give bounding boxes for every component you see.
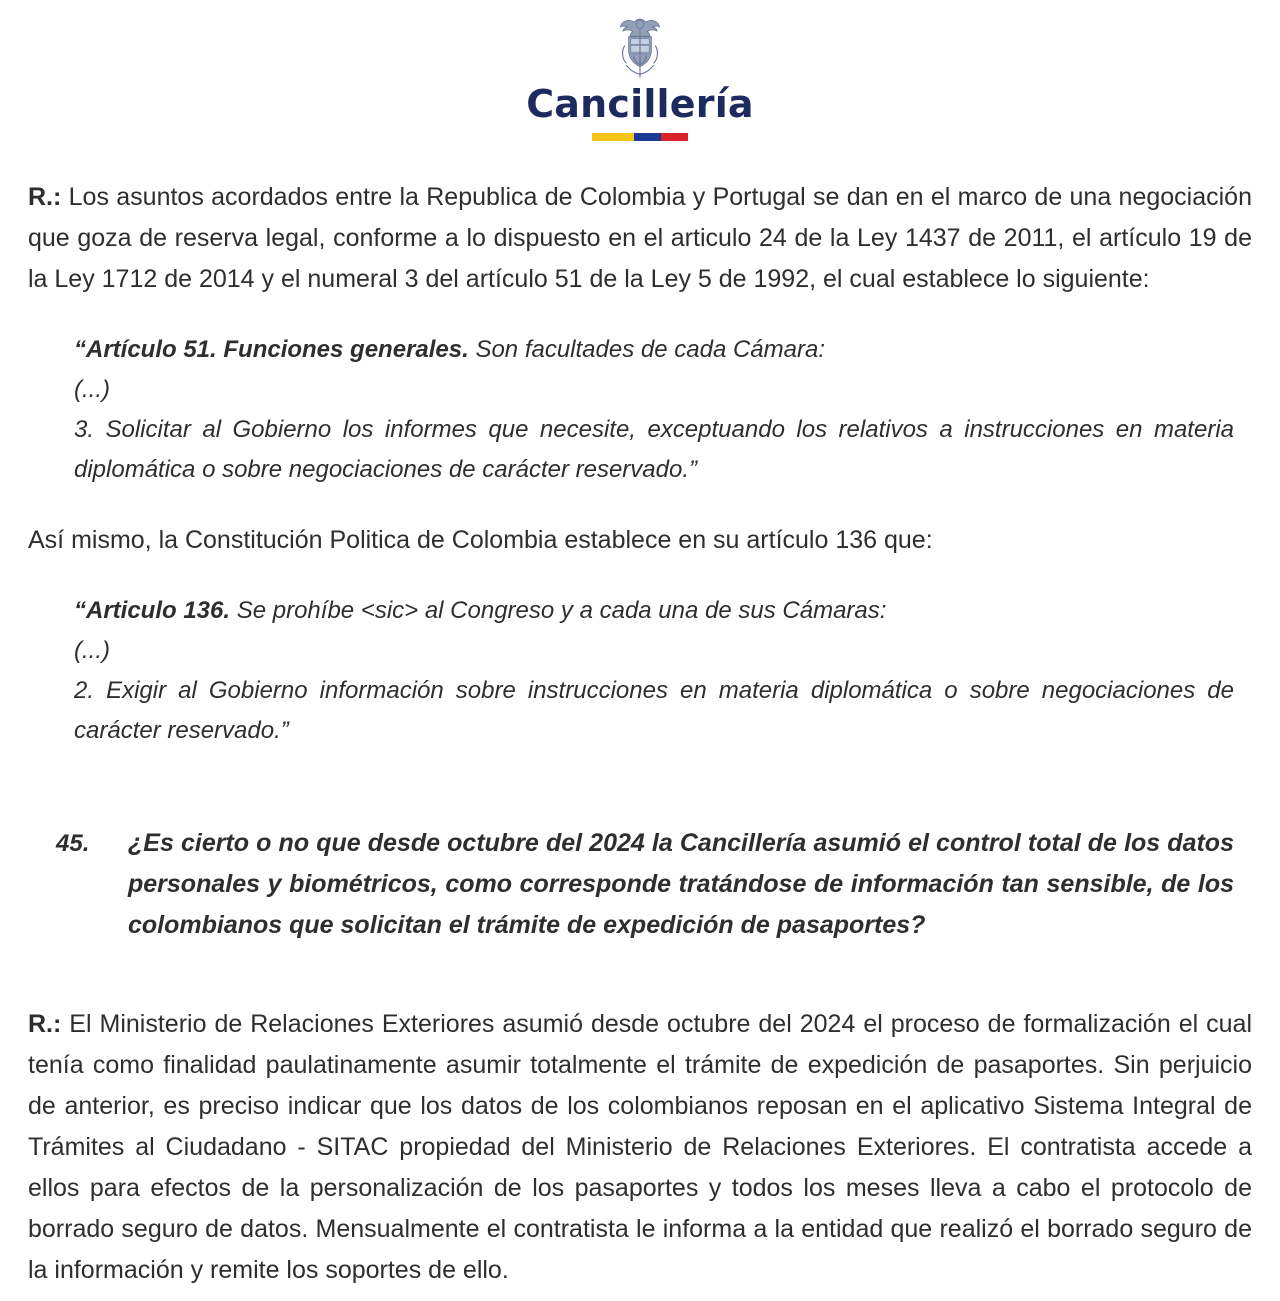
quote-136-heading-line — [74, 591, 1234, 631]
question-45-number: 45. — [56, 830, 90, 857]
quote-51-ellipsis: (...) — [74, 376, 110, 403]
spacer — [28, 946, 1252, 1004]
quote-136-ellipsis: (...) — [74, 637, 110, 664]
spacer — [28, 300, 1252, 330]
spacer — [28, 490, 1252, 520]
quote-articulo-136 — [74, 591, 1252, 751]
letterhead — [28, 0, 1252, 151]
quote-136-numeral-2: 2. Exigir al Gobierno información sobre instrucciones en materia diplomática o sobre negociaciones de carácter reservado.” — [74, 677, 1234, 744]
answer-45-label: R.: — [28, 1010, 62, 1038]
tricolor-red-segment — [661, 133, 688, 141]
tricolor-yellow-segment — [592, 133, 634, 141]
question-45 — [56, 823, 1234, 946]
answer-intro-text: Los asuntos acordados entre la Republica de Colombia y Portugal se dan en el marco de una negociación que goza de reserva legal, conforme a lo dispuesto en el articulo 24 de la Ley 1437 de 2011, el artículo 19 de la Ley 1712 de 2014 y el numeral 3 del artículo 51 de la Ley 5 de 1992, el cual establece lo siguiente: — [28, 183, 1252, 293]
spacer — [28, 751, 1252, 823]
answer-45-paragraph — [28, 1004, 1252, 1291]
quote-136-heading: “Articulo 136. — [74, 597, 231, 624]
colombia-tricolor-bar-icon — [592, 133, 688, 141]
cancilleria-wordmark: Cancillería — [526, 82, 754, 126]
quote-51-heading-rest: Son facultades de cada Cámara: — [468, 336, 825, 363]
tricolor-blue-segment — [634, 133, 661, 141]
document-body — [28, 151, 1252, 1291]
quote-51-heading: “Artículo 51. Funciones generales. — [74, 336, 469, 363]
question-45-text: ¿Es cierto o no que desde octubre del 2024 la Cancillería asumió el control total de los datos personales y biométricos, como corresponde tratándose de información tan sensible, de los colombianos que solicitan el trámite de expedición de pasaportes? — [128, 829, 1234, 939]
asi-mismo-paragraph: Así mismo, la Constitución Politica de Colombia establece en su artículo 136 que: — [28, 526, 933, 554]
answer-intro-paragraph — [28, 177, 1252, 300]
quote-articulo-51 — [74, 330, 1252, 490]
quote-51-numeral-3: 3. Solicitar al Gobierno los informes que necesite, exceptuando los relativos a instrucciones en materia diplomática o sobre negociaciones de carácter reservado.” — [74, 416, 1234, 483]
answer-label: R.: — [28, 183, 62, 211]
spacer — [28, 561, 1252, 591]
answer-45-text: El Ministerio de Relaciones Exteriores asumió desde octubre del 2024 el proceso de formalización el cual tenía como finalidad paulatinamente asumir totalmente el trámite de expedición de pasaportes. Sin perjuicio de anterior, es preciso indicar que los datos de los colombianos reposan en el aplicativo Sistema Integral de Trámites al Ciudadano - SITAC propiedad del Ministerio de Relaciones Exteriores. El contratista accede a ellos para efectos de la personalización de los pasaportes y todos los meses lleva a cabo el protocolo de borrado seguro de datos. Mensualmente el contratista le informa a la entidad que realizó el borrado seguro de la información y remite los soportes de ello. — [28, 1010, 1252, 1284]
colombia-coat-of-arms-icon — [609, 14, 671, 80]
quote-136-heading-rest: Se prohíbe <sic> al Congreso y a cada una de sus Cámaras: — [230, 597, 887, 624]
quote-51-heading-line — [74, 330, 1234, 370]
